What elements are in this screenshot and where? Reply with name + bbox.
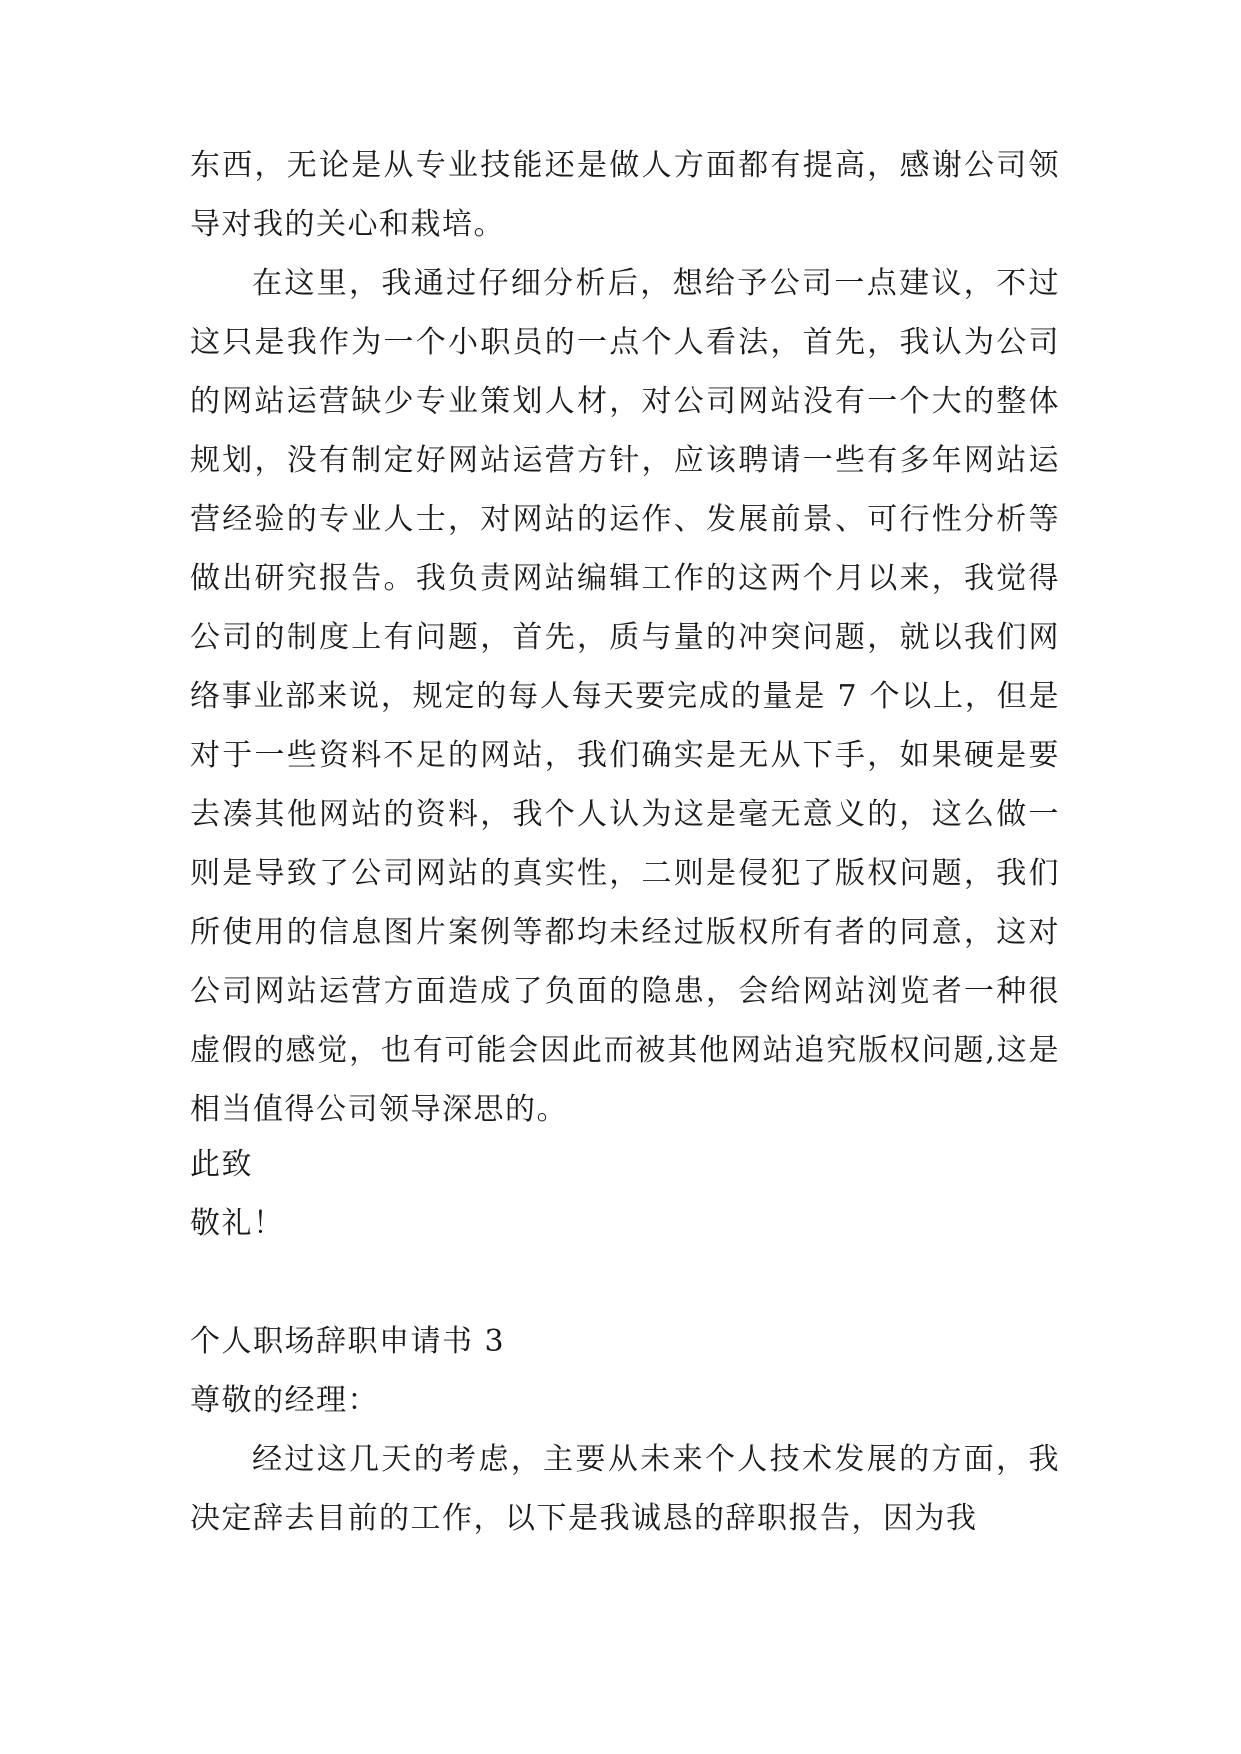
closing-cizhi: 此致 <box>190 1147 253 1182</box>
paragraph-gratitude: 东西，无论是从专业技能还是做人方面都有提高，感谢公司领导对我的关心和栽培。 <box>190 148 1060 242</box>
paragraph-resignation-intro: 经过这几天的考虑，主要从未来个人技术发展的方面，我决定辞去目前的工作，以下是我诚恳的辞职报告，因为我 <box>190 1442 1060 1536</box>
closing-jingli: 敬礼！ <box>190 1206 285 1241</box>
salutation: 尊敬的经理： <box>190 1383 379 1418</box>
paragraph-suggestion: 在这里，我通过仔细分析后，想给予公司一点建议，不过这只是我作为一个小职员的一点个人看法，首先，我认为公司的网站运营缺少专业策划人材，对公司网站没有一个大的整体规划，没有制定好网站运营方针，应该聘请一些有多年网站运营经验的专业人士，对网站的运作、发展前景、可行性分析等做出研究报告。我负责网站编辑工作的这两个月以来，我觉得公司的制度上有问题，首先，质与量的冲突问题，就以我们网络事业部来说，规定的每人每天要完成的量是 7 个以上，但是对于一些资料不足的网站，我们确实是无从下手，如果硬是要去凑其他网站的资料，我个人认为这是毫无意义的，这么做一则是导致了公司网站的真实性，二则是侵犯了版权问题，我们所使用的信息图片案例等都均未经过版权所有者的同意，这对公司网站运营方面造成了负面的隐患，会给网站浏览者一种很虚假的感觉，也有可能会因此而被其他网站追究版权问题,这是相当值得公司领导深思的。 <box>190 266 1060 1127</box>
section-title: 个人职场辞职申请书 3 <box>190 1324 506 1359</box>
